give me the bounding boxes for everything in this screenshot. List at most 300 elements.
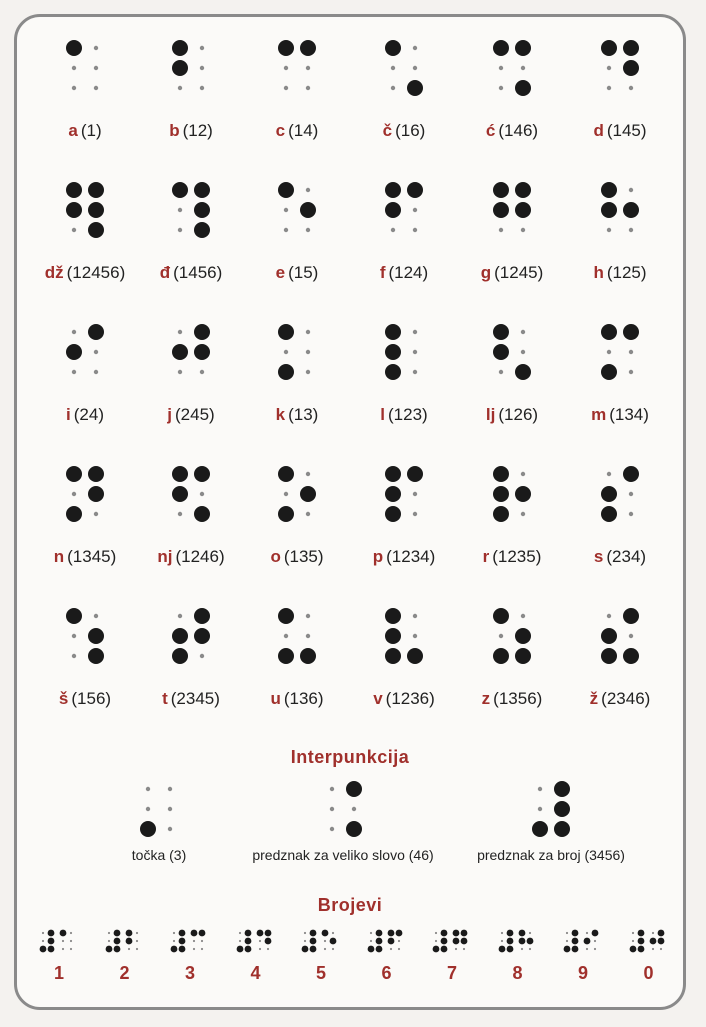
braille-dot-raised <box>367 946 374 953</box>
braille-cell <box>136 181 246 259</box>
braille-cell <box>313 777 373 843</box>
letter-code: (2346) <box>601 689 651 708</box>
braille-dot-raised <box>171 946 178 953</box>
braille-dot-raised <box>554 821 570 837</box>
braille-dot-empty <box>306 66 310 70</box>
braille-dot-empty <box>413 330 417 334</box>
braille-dot-raised <box>191 930 198 937</box>
braille-dot-empty <box>70 948 72 950</box>
braille-dot-empty <box>463 948 465 950</box>
braille-dot-raised <box>649 938 656 945</box>
braille-dot-raised <box>125 930 132 937</box>
braille-dot-empty <box>607 66 611 70</box>
letter-caption <box>565 405 675 425</box>
letter-code: (24) <box>73 405 104 424</box>
braille-dot-raised <box>387 930 394 937</box>
braille-letter <box>565 39 675 149</box>
letter-code: (1236) <box>385 689 435 708</box>
braille-dot-empty <box>651 948 653 950</box>
braille-dot-empty <box>607 86 611 90</box>
braille-cell <box>129 777 189 843</box>
braille-dot-raised <box>385 466 401 482</box>
braille-letter <box>349 607 459 717</box>
braille-dot-empty <box>528 948 530 950</box>
braille-dot-empty <box>127 948 129 950</box>
braille-dot-raised <box>278 182 294 198</box>
braille-cell <box>565 323 675 401</box>
braille-dot-raised <box>526 938 533 945</box>
braille-dot-raised <box>125 938 132 945</box>
braille-dot-raised <box>385 648 401 664</box>
letter-code: (1245) <box>494 263 544 282</box>
braille-dot-raised <box>310 946 317 953</box>
braille-dot-empty <box>72 66 76 70</box>
braille-dot-raised <box>256 930 263 937</box>
braille-dot-raised <box>40 946 47 953</box>
braille-dot-raised <box>493 486 509 502</box>
braille-letter <box>136 323 246 433</box>
letter-caption <box>565 689 675 709</box>
braille-dot-empty <box>42 932 44 934</box>
braille-dot-raised <box>278 506 294 522</box>
braille-dot-empty <box>168 807 172 811</box>
braille-dot-empty <box>107 940 109 942</box>
number-label: 8 <box>512 963 523 983</box>
braille-dot-empty <box>413 492 417 496</box>
braille-cell <box>349 39 459 117</box>
braille-dot-raised <box>623 648 639 664</box>
braille-dot-empty <box>369 932 371 934</box>
braille-dot-raised <box>601 648 617 664</box>
braille-dot-raised <box>518 930 525 937</box>
braille-dot-raised <box>623 40 639 56</box>
braille-dot-empty <box>330 787 334 791</box>
braille-dot-raised <box>493 344 509 360</box>
braille-letter <box>565 607 675 717</box>
braille-dot-raised <box>601 202 617 218</box>
braille-number <box>551 927 615 984</box>
braille-cell <box>349 607 459 685</box>
braille-cell <box>136 465 246 543</box>
braille-dot-empty <box>42 940 44 942</box>
letter-caption <box>30 689 140 709</box>
braille-dot-raised <box>498 946 505 953</box>
braille-dot-empty <box>193 940 195 942</box>
braille-dot-empty <box>566 940 568 942</box>
braille-dot-raised <box>572 930 579 937</box>
braille-dot-raised <box>407 182 423 198</box>
braille-dot-raised <box>395 930 402 937</box>
braille-dot-raised <box>441 930 448 937</box>
letter-name: a <box>68 121 78 140</box>
braille-dot-raised <box>278 648 294 664</box>
braille-dot-raised <box>244 946 251 953</box>
braille-letter <box>457 465 567 575</box>
braille-dot-raised <box>278 364 294 380</box>
letter-code: (12456) <box>66 263 126 282</box>
braille-dot-raised <box>515 40 531 56</box>
braille-dot-raised <box>515 648 531 664</box>
braille-dot-raised <box>310 938 317 945</box>
braille-dot-raised <box>310 930 317 937</box>
letter-name: š <box>58 689 69 708</box>
punctuation-title: Interpunkcija <box>290 747 410 767</box>
braille-letter <box>30 607 140 717</box>
braille-dot-empty <box>200 654 204 658</box>
letter-caption <box>242 121 352 141</box>
braille-dot-empty <box>72 370 76 374</box>
letter-code: (1235) <box>492 547 542 566</box>
braille-dot-raised <box>194 344 210 360</box>
letter-name: l <box>380 405 386 424</box>
letter-code: (156) <box>71 689 112 708</box>
braille-dot-empty <box>178 208 182 212</box>
braille-dot-raised <box>88 324 104 340</box>
letter-caption <box>565 121 675 141</box>
braille-dot-empty <box>521 512 525 516</box>
braille-dot-raised <box>278 40 294 56</box>
letter-caption <box>30 121 140 141</box>
braille-dot-empty <box>201 948 203 950</box>
letter-caption <box>136 263 246 283</box>
braille-dot-empty <box>413 614 417 618</box>
braille-dot-empty <box>200 86 204 90</box>
braille-dot-raised <box>572 938 579 945</box>
braille-dot-empty <box>607 472 611 476</box>
braille-dot-raised <box>601 628 617 644</box>
punctuation-item <box>233 777 453 863</box>
letter-name: k <box>275 405 286 424</box>
braille-dot-raised <box>518 938 525 945</box>
braille-dot-empty <box>499 634 503 638</box>
braille-dot-empty <box>306 512 310 516</box>
braille-dot-raised <box>278 324 294 340</box>
braille-dot-empty <box>629 86 633 90</box>
braille-dot-raised <box>461 930 468 937</box>
letter-code: (123) <box>388 405 428 424</box>
braille-dot-raised <box>172 60 188 76</box>
letter-caption <box>242 263 352 283</box>
braille-cell <box>242 607 352 685</box>
letter-code: (13) <box>288 405 319 424</box>
braille-dot-empty <box>499 228 503 232</box>
braille-dot-empty <box>62 948 64 950</box>
braille-letter <box>242 607 352 717</box>
braille-dot-empty <box>455 948 457 950</box>
braille-dot-raised <box>385 344 401 360</box>
braille-dot-empty <box>330 807 334 811</box>
braille-dot-empty <box>135 948 137 950</box>
letter-code: (1356) <box>493 689 543 708</box>
braille-letter <box>30 39 140 149</box>
braille-cell <box>521 777 581 843</box>
letter-code: (245) <box>175 405 215 424</box>
braille-dot-empty <box>266 948 268 950</box>
letter-caption <box>457 689 567 709</box>
braille-number-cells <box>430 927 474 957</box>
letter-caption <box>457 547 567 567</box>
braille-dot-empty <box>135 940 137 942</box>
braille-dot-empty <box>107 932 109 934</box>
letter-code: (124) <box>388 263 429 282</box>
braille-letter <box>349 39 459 149</box>
letter-name: p <box>372 547 384 566</box>
braille-dot-empty <box>178 614 182 618</box>
braille-dot-empty <box>391 66 395 70</box>
braille-number-cells <box>627 927 671 957</box>
braille-cell <box>457 39 567 117</box>
braille-cell <box>30 323 140 401</box>
braille-dot-raised <box>300 486 316 502</box>
braille-cell <box>30 181 140 259</box>
number-label: 4 <box>250 963 261 983</box>
braille-dot-empty <box>200 492 204 496</box>
braille-dot-raised <box>113 930 120 937</box>
braille-letter <box>349 181 459 291</box>
braille-number <box>486 927 550 984</box>
braille-dot-empty <box>72 228 76 232</box>
braille-dot-raised <box>506 938 513 945</box>
braille-dot-empty <box>94 86 98 90</box>
braille-dot-raised <box>66 466 82 482</box>
letter-name: d <box>593 121 604 140</box>
braille-dot-empty <box>258 940 260 942</box>
braille-dot-empty <box>201 940 203 942</box>
braille-dot-raised <box>493 182 509 198</box>
braille-dot-raised <box>601 486 617 502</box>
letter-caption <box>349 121 459 141</box>
letter-name: f <box>379 263 386 282</box>
braille-number-cells <box>234 927 278 957</box>
braille-cell <box>30 39 140 117</box>
braille-dot-empty <box>389 948 391 950</box>
letter-caption <box>349 405 459 425</box>
braille-dot-empty <box>200 66 204 70</box>
braille-dot-raised <box>88 202 104 218</box>
braille-number-cells <box>365 927 409 957</box>
braille-dot-raised <box>300 648 316 664</box>
letter-code: (1) <box>80 121 102 140</box>
braille-number <box>289 927 353 984</box>
braille-cell <box>565 607 675 685</box>
braille-dot-raised <box>453 930 460 937</box>
braille-dot-raised <box>278 608 294 624</box>
braille-dot-raised <box>346 821 362 837</box>
braille-dot-raised <box>88 466 104 482</box>
braille-dot-raised <box>302 946 309 953</box>
letter-code: (2345) <box>170 689 220 708</box>
braille-dot-raised <box>629 946 636 953</box>
braille-dot-raised <box>407 466 423 482</box>
braille-cell <box>136 39 246 117</box>
braille-dot-raised <box>506 930 513 937</box>
braille-cell <box>457 465 567 543</box>
braille-dot-raised <box>385 182 401 198</box>
braille-dot-empty <box>566 932 568 934</box>
braille-dot-empty <box>258 948 260 950</box>
braille-dot-empty <box>528 932 530 934</box>
letter-name: o <box>270 547 281 566</box>
braille-dot-empty <box>499 86 503 90</box>
braille-dot-raised <box>515 364 531 380</box>
number-label: 9 <box>577 963 588 983</box>
braille-number <box>158 927 222 984</box>
braille-dot-empty <box>178 370 182 374</box>
braille-dot-empty <box>306 350 310 354</box>
braille-dot-raised <box>601 182 617 198</box>
braille-dot-raised <box>623 202 639 218</box>
braille-number <box>617 927 681 984</box>
braille-number <box>27 927 91 984</box>
braille-dot-raised <box>657 938 664 945</box>
braille-dot-raised <box>199 930 206 937</box>
letter-name: dž <box>44 263 64 282</box>
braille-dot-raised <box>48 930 55 937</box>
braille-dot-empty <box>500 940 502 942</box>
braille-dot-empty <box>238 940 240 942</box>
braille-dot-raised <box>515 202 531 218</box>
braille-letter <box>30 181 140 291</box>
braille-dot-empty <box>607 350 611 354</box>
braille-letter <box>242 39 352 149</box>
braille-dot-raised <box>194 222 210 238</box>
braille-dot-raised <box>385 40 401 56</box>
braille-dot-empty <box>72 634 76 638</box>
braille-dot-empty <box>413 208 417 212</box>
braille-dot-raised <box>515 628 531 644</box>
braille-cell <box>565 181 675 259</box>
braille-letter <box>565 465 675 575</box>
braille-dot-raised <box>48 946 55 953</box>
braille-number <box>93 927 157 984</box>
braille-letter <box>349 465 459 575</box>
braille-dot-raised <box>194 506 210 522</box>
braille-dot-raised <box>493 648 509 664</box>
braille-dot-empty <box>435 940 437 942</box>
letter-code: (146) <box>498 121 539 140</box>
braille-dot-empty <box>173 932 175 934</box>
braille-number-cells <box>299 927 343 957</box>
number-label: 7 <box>446 963 457 983</box>
braille-dot-empty <box>284 86 288 90</box>
braille-dot-raised <box>385 608 401 624</box>
braille-dot-empty <box>146 807 150 811</box>
braille-dot-raised <box>592 930 599 937</box>
letter-code: (234) <box>606 547 647 566</box>
braille-dot-raised <box>584 938 591 945</box>
braille-dot-raised <box>532 821 548 837</box>
number-label: 5 <box>315 963 326 983</box>
braille-dot-empty <box>284 228 288 232</box>
braille-dot-empty <box>306 634 310 638</box>
braille-letter <box>136 39 246 149</box>
letter-caption <box>136 405 246 425</box>
braille-dot-raised <box>66 344 82 360</box>
braille-dot-empty <box>284 634 288 638</box>
braille-dot-raised <box>572 946 579 953</box>
letter-name: v <box>373 689 383 708</box>
braille-number-cells <box>561 927 605 957</box>
braille-dot-raised <box>300 202 316 218</box>
letter-caption <box>242 547 352 567</box>
braille-dot-empty <box>586 932 588 934</box>
braille-letter <box>457 181 567 291</box>
braille-dot-empty <box>330 827 334 831</box>
braille-cell <box>136 323 246 401</box>
letter-name: s <box>593 547 604 566</box>
braille-dot-empty <box>70 932 72 934</box>
punctuation-item <box>441 777 661 863</box>
letter-caption <box>565 547 675 567</box>
punctuation-label: predznak za broj (3456) <box>477 847 625 863</box>
braille-dot-empty <box>306 330 310 334</box>
braille-dot-raised <box>172 344 188 360</box>
braille-cell <box>457 607 567 685</box>
letter-name: nj <box>157 547 173 566</box>
braille-dot-raised <box>461 938 468 945</box>
letter-name: g <box>480 263 492 282</box>
braille-dot-raised <box>407 648 423 664</box>
letter-name: u <box>270 689 281 708</box>
letter-code: (14) <box>288 121 319 140</box>
braille-cell <box>349 181 459 259</box>
braille-dot-raised <box>453 938 460 945</box>
braille-dot-raised <box>88 222 104 238</box>
braille-letter <box>457 607 567 717</box>
braille-dot-empty <box>594 948 596 950</box>
braille-dot-empty <box>629 512 633 516</box>
letter-name: z <box>481 689 491 708</box>
braille-letter <box>457 323 567 433</box>
letter-name: m <box>591 405 607 424</box>
numbers-title: Brojevi <box>317 895 383 915</box>
braille-dot-raised <box>637 938 644 945</box>
braille-dot-raised <box>172 628 188 644</box>
braille-dot-raised <box>179 930 186 937</box>
braille-dot-empty <box>521 614 525 618</box>
braille-dot-raised <box>493 324 509 340</box>
letter-caption <box>457 405 567 425</box>
braille-dot-empty <box>324 940 326 942</box>
braille-dot-empty <box>306 228 310 232</box>
letter-caption <box>349 547 459 567</box>
braille-dot-raised <box>194 324 210 340</box>
braille-number-cells <box>103 927 147 957</box>
braille-cell <box>30 465 140 543</box>
braille-cell <box>30 607 140 685</box>
braille-dot-raised <box>330 938 337 945</box>
braille-dot-raised <box>48 938 55 945</box>
braille-dot-empty <box>629 492 633 496</box>
braille-letter <box>242 181 352 291</box>
braille-dot-raised <box>493 40 509 56</box>
braille-dot-raised <box>385 364 401 380</box>
braille-number-cells <box>168 927 212 957</box>
braille-dot-raised <box>66 182 82 198</box>
braille-dot-raised <box>300 40 316 56</box>
braille-dot-raised <box>244 930 251 937</box>
braille-dot-empty <box>631 940 633 942</box>
letter-name: r <box>482 547 490 566</box>
braille-dot-raised <box>441 946 448 953</box>
braille-dot-empty <box>306 188 310 192</box>
braille-dot-empty <box>168 787 172 791</box>
letter-caption <box>457 263 567 283</box>
braille-dot-empty <box>413 512 417 516</box>
braille-dot-raised <box>88 648 104 664</box>
braille-dot-empty <box>306 472 310 476</box>
braille-cell <box>565 39 675 117</box>
